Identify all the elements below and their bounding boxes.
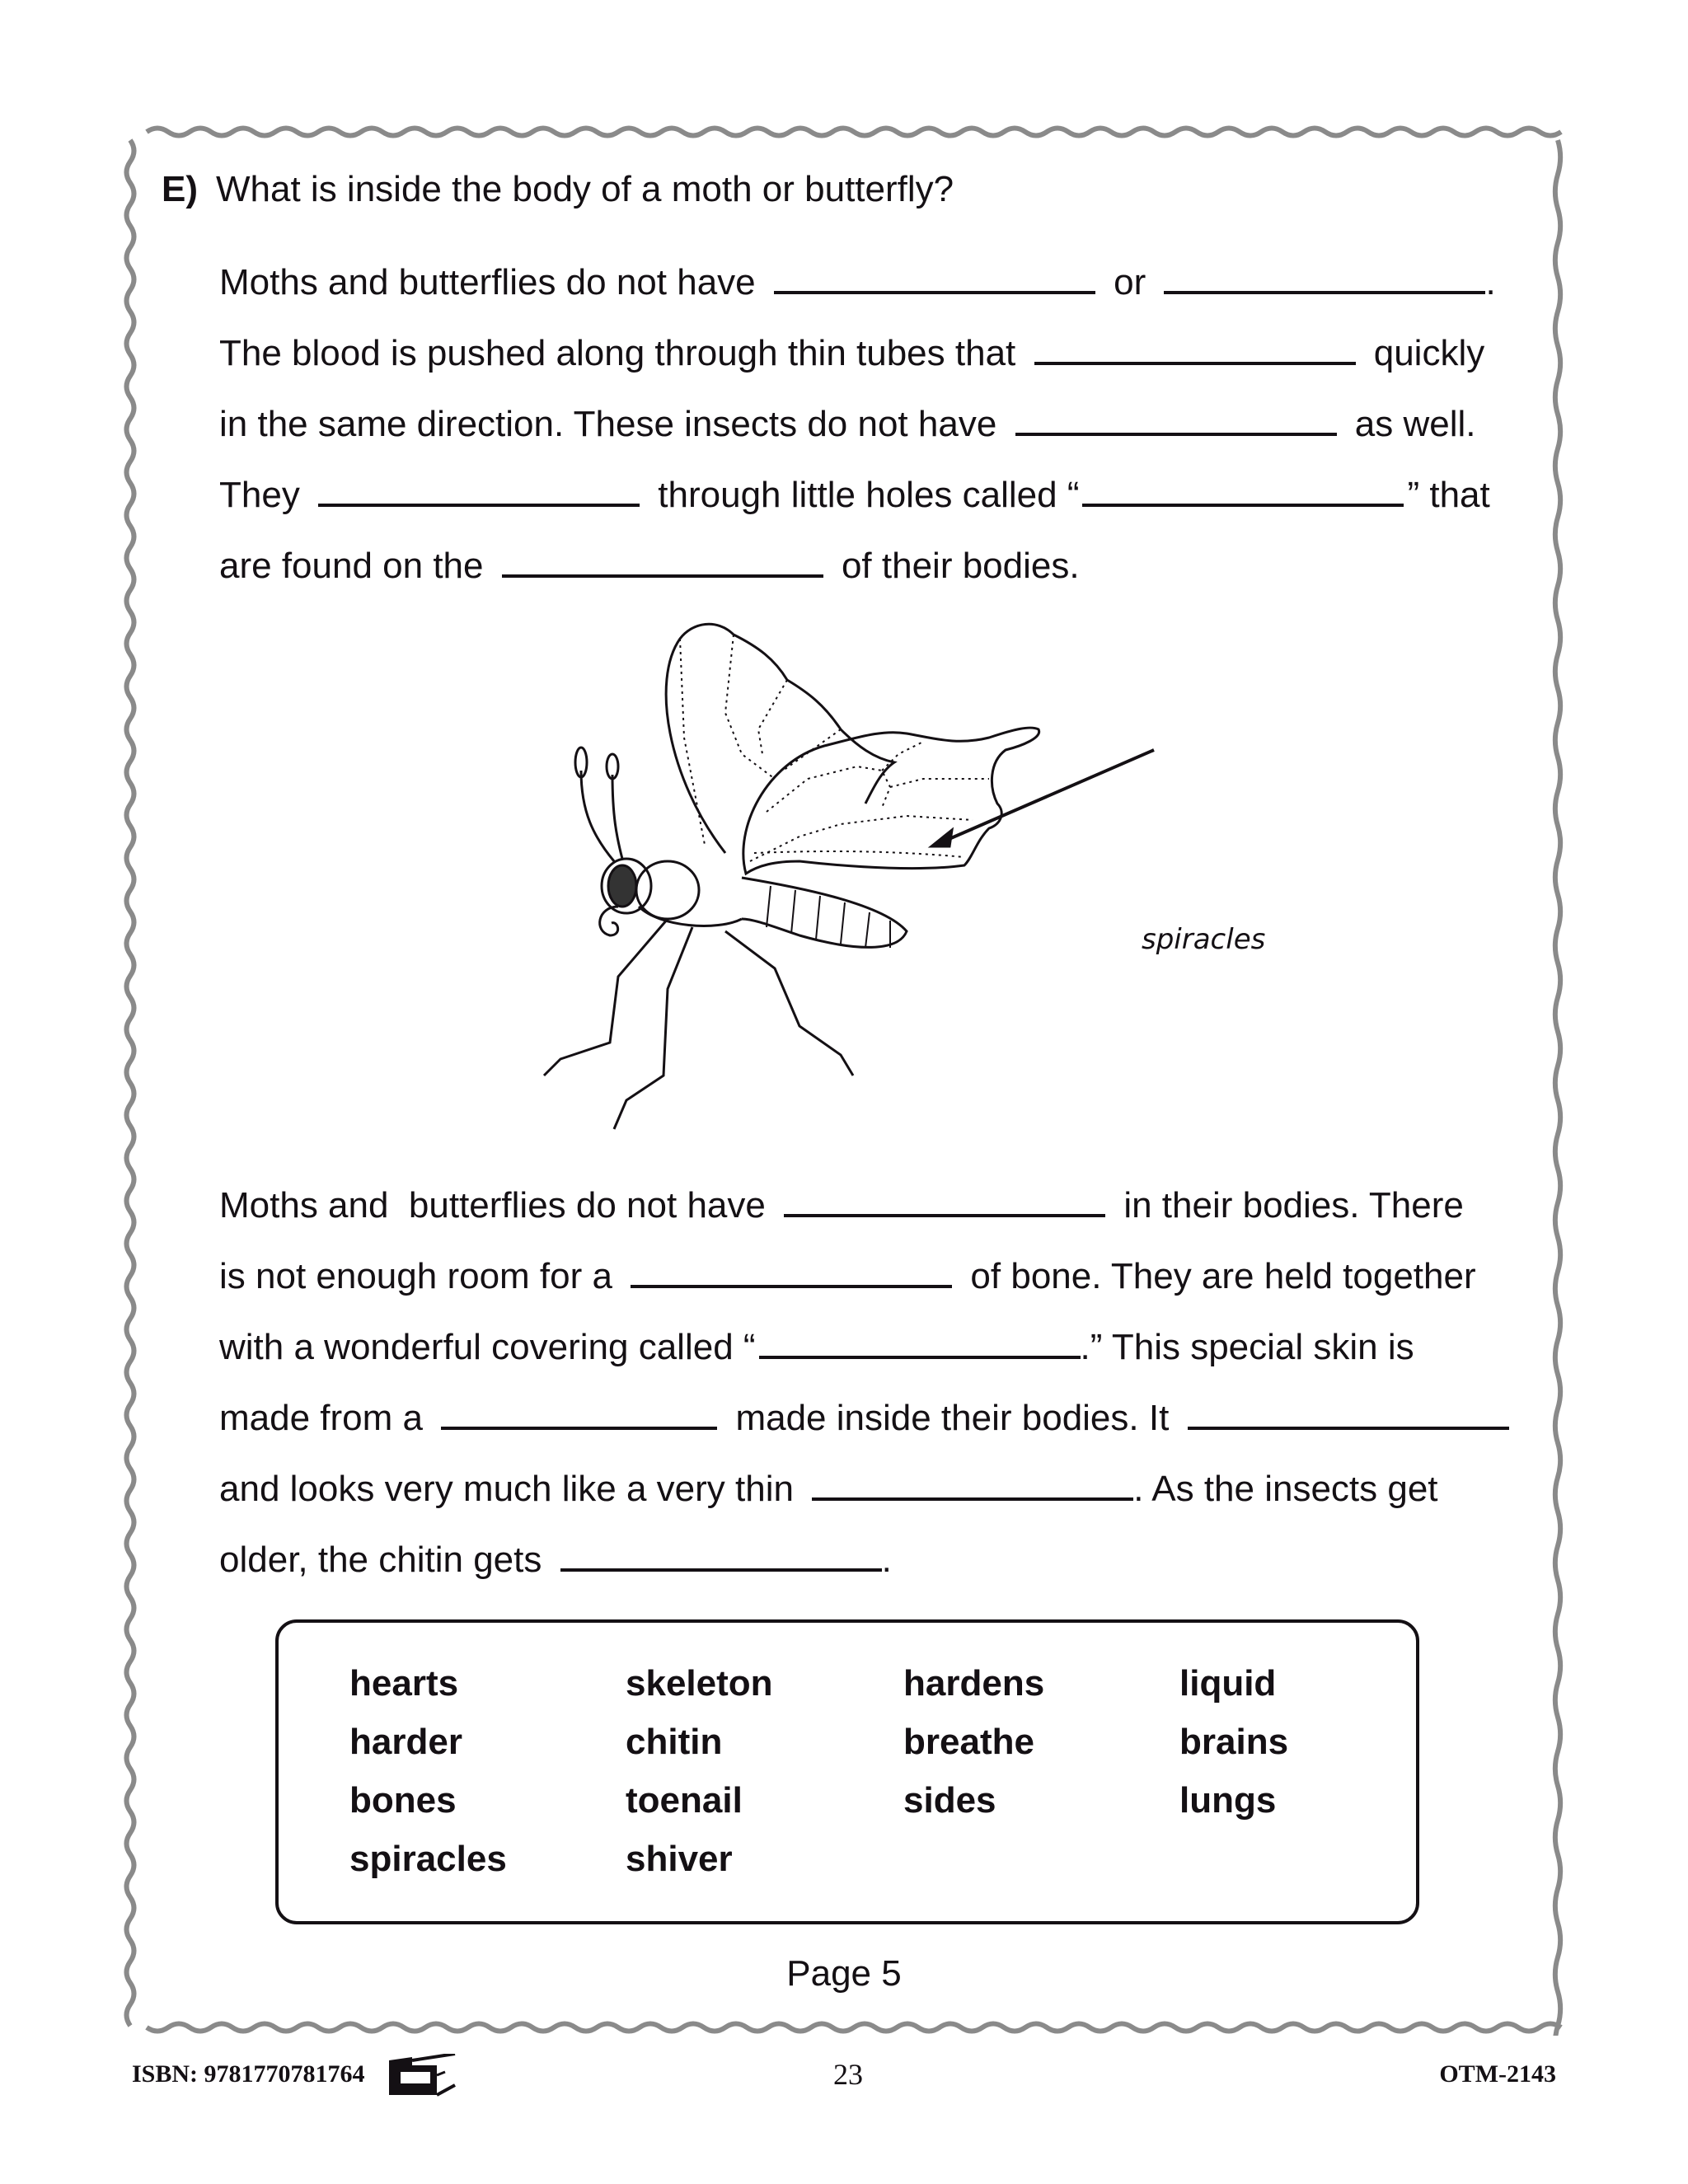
fill-in-blank[interactable] [1164,258,1485,294]
para1-line-3 [219,389,1496,460]
paragraph-2 [219,1170,1517,1596]
text-segment: as well. [1354,404,1476,444]
word-bank-item: bones [349,1780,457,1821]
word-bank [275,1619,1419,1924]
text-segment: . [1485,262,1496,302]
question-heading [162,169,954,210]
word-bank-item: harder [349,1722,462,1762]
fill-in-blank[interactable] [631,1252,952,1288]
word-bank-grid [349,1654,1427,1888]
text-segment: in the same direction. These insects do not have [219,404,997,444]
worksheet-page-label: Page 5 [786,1953,902,1994]
fill-in-blank[interactable] [1015,400,1337,436]
para1-line-4 [219,460,1496,531]
fill-in-blank[interactable] [1034,329,1356,365]
text-segment: ” that [1407,475,1490,515]
text-segment: and looks very much like a very thin [219,1469,794,1509]
fill-in-blank[interactable] [784,1181,1105,1217]
footer-product-code: OTM-2143 [1439,2060,1556,2088]
text-segment: made inside their bodies. It [735,1398,1170,1438]
word-bank-item: shiver [626,1839,733,1879]
text-segment: older, the chitin gets [219,1540,542,1580]
paragraph-1 [219,247,1496,602]
text-segment: Moths and butterflies do not have [219,1185,766,1226]
fill-in-blank[interactable] [1188,1394,1509,1430]
word-bank-item: spiracles [349,1839,507,1879]
text-segment: The blood is pushed along through thin tubes that [219,333,1016,373]
fill-in-blank[interactable] [441,1394,717,1430]
word-bank-item: brains [1179,1722,1289,1762]
fill-in-blank[interactable] [502,541,823,578]
para1-line-1 [219,247,1496,318]
word-bank-item: liquid [1179,1663,1277,1704]
text-segment: Moths and butterflies do not have [219,262,756,302]
fill-in-blank[interactable] [1082,471,1404,507]
para2-line-1 [219,1170,1517,1241]
para2-line-3 [219,1312,1517,1383]
text-segment: are found on the [219,546,484,586]
text-segment: They [219,475,300,515]
para2-line-4 [219,1383,1517,1454]
fill-in-blank[interactable] [560,1535,882,1572]
para1-line-2 [219,318,1496,389]
text-segment: or [1114,262,1146,302]
text-segment: made from a [219,1398,423,1438]
text-segment: through little holes called “ [658,475,1080,515]
text-segment: is not enough room for a [219,1256,612,1296]
word-bank-item: chitin [626,1722,723,1762]
word-bank-item: sides [903,1780,996,1821]
text-segment: of their bodies. [841,546,1080,586]
question-text: What is inside the body of a moth or butterfly? [216,169,954,209]
text-segment: . As the insects get [1133,1469,1438,1509]
text-segment: in their bodies. There [1123,1185,1464,1226]
text-segment: of bone. They are held together [970,1256,1476,1296]
fill-in-blank[interactable] [759,1323,1081,1359]
footer-page-number: 23 [833,2058,863,2091]
word-bank-item: hardens [903,1663,1045,1704]
text-segment: quickly [1373,333,1485,373]
para2-line-6 [219,1525,1517,1596]
word-bank-item: breathe [903,1722,1034,1762]
butterfly-icon [528,614,1269,1158]
word-bank-item: toenail [626,1780,743,1821]
word-bank-item: hearts [349,1663,459,1704]
fill-in-blank[interactable] [812,1465,1133,1501]
fill-in-blank[interactable] [774,258,1095,294]
word-bank-item: skeleton [626,1663,773,1704]
word-bank-item: lungs [1179,1780,1277,1821]
text-segment: with a wonderful covering called “ [219,1327,756,1367]
para2-line-2 [219,1241,1517,1312]
footer-isbn: ISBN: 9781770781764 [132,2060,365,2088]
butterfly-illustration [528,614,1269,1158]
fill-in-blank[interactable] [318,471,640,507]
question-letter: E) [162,169,198,209]
text-segment: .” This special skin is [1080,1327,1414,1367]
para2-line-5 [219,1454,1517,1525]
spiracles-label: spiracles [1142,923,1266,956]
para1-line-5 [219,531,1496,602]
text-segment: . [881,1540,892,1580]
